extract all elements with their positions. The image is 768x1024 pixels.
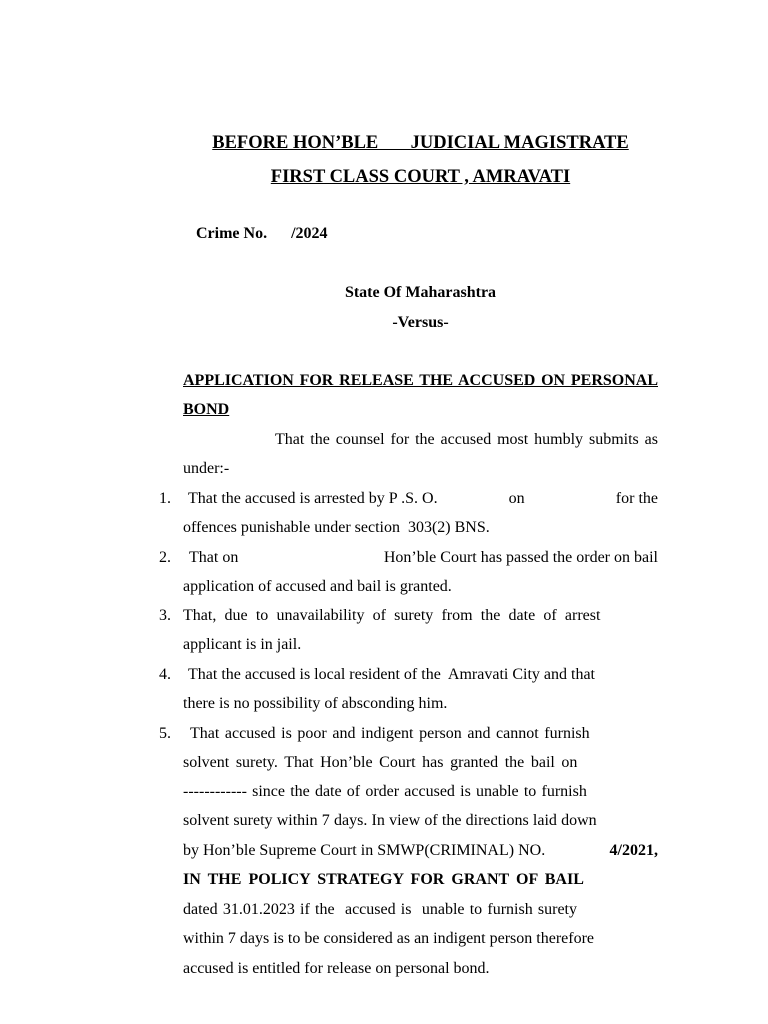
item-5-line-4: solvent surety within 7 days. In view of the directions laid down [183, 812, 597, 829]
party-state: State Of Maharashtra [344, 284, 497, 301]
item-5-line-5-text: by Hon’ble Supreme Court in SMWP(CRIMINAL) NO. [183, 842, 546, 859]
court-heading-line2: FIRST CLASS COURT , AMRAVATI [270, 167, 571, 187]
item-5-policy-title: IN THE POLICY STRATEGY FOR GRANT OF BAIL [183, 871, 584, 888]
court-heading-line1: BEFORE HON’BLE JUDICIAL MAGISTRATE [212, 133, 629, 153]
item-2-text-b: Hon’ble Court has passed the order on bail [383, 549, 658, 566]
item-5-line-8: within 7 days is to be considered as an indigent person therefore [183, 930, 594, 947]
application-title: APPLICATION FOR RELEASE THE ACCUSED ON PERSONAL BOND [183, 372, 658, 419]
item-5-line-1: That accused is poor and indigent person and cannot furnish [190, 725, 590, 742]
item-number-4: 4. [159, 666, 171, 683]
item-3-line-2: applicant is in jail. [183, 636, 302, 653]
party-versus: -Versus- [392, 314, 449, 331]
item-3-line-1: That, due to unavailability of surety from the date of arrest [183, 607, 601, 624]
item-number-1: 1. [159, 490, 171, 507]
item-1-line-1 [183, 484, 658, 513]
item-4-line-1: That the accused is local resident of the Amravati City and that [188, 666, 595, 683]
item-number-3: 3. [159, 607, 171, 624]
item-2-text-a: That on [189, 549, 239, 566]
intro-paragraph [183, 425, 658, 484]
item-1-text-a: That the accused is arrested by P .S. O. [188, 490, 438, 507]
item-1-text-c: for the [615, 490, 658, 507]
item-1-text-b: on [508, 490, 525, 507]
item-number-2: 2. [159, 549, 171, 566]
item-5-line-2: solvent surety. That Hon’ble Court has granted the bail on [183, 754, 578, 771]
item-5-line-9: accused is entitled for release on personal bond. [183, 960, 490, 977]
crime-number: Crime No. /2024 [196, 225, 328, 242]
item-1-line-2: offences punishable under section 303(2) BNS. [183, 519, 490, 536]
item-5-line-7: dated 31.01.2023 if the accused is unable to furnish surety [183, 901, 577, 918]
item-5-line-5 [183, 836, 658, 865]
item-2-line-2: application of accused and bail is granted. [183, 578, 452, 595]
item-number-5: 5. [159, 725, 171, 742]
intro-text: That the counsel for the accused most humbly submits as under:- [183, 431, 658, 478]
item-5-line-3: ------------ since the date of order accused is unable to furnish [183, 783, 587, 800]
item-4-line-2: there is no possibility of absconding him. [183, 695, 448, 712]
item-2-line-1 [183, 543, 658, 572]
item-5-case-number: 4/2021, [609, 842, 658, 859]
